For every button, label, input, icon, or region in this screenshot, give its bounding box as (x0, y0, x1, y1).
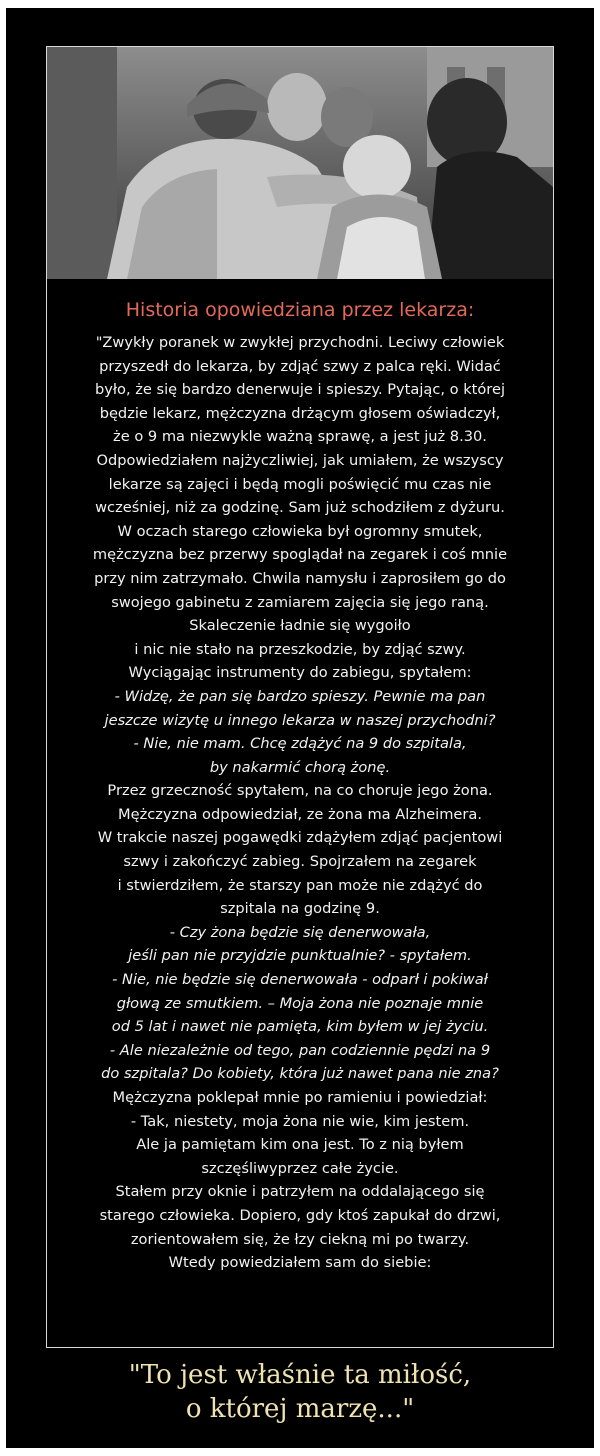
poster-frame (46, 46, 554, 1348)
story-line: jeszcze wizytę u innego lekarza w naszej przychodni? (104, 711, 496, 729)
story-line: wcześniej, niż za godzinę. Sam już schodziłem z dyżuru. (95, 499, 505, 517)
poster-caption (6, 1358, 594, 1426)
story-line: przy nim zatrzymało. Chwila namysłu i zaprosiłem go do (94, 569, 506, 587)
story-line: szpitala na godzinę 9. (220, 900, 380, 918)
demotivator-poster (6, 8, 594, 1448)
story-line: Wtedy powiedziałem sam do siebie: (168, 1254, 432, 1272)
story-line: Skaleczenie ładnie się wygoiło (189, 617, 411, 635)
story-line: mężczyzna bez przerwy spoglądał na zegarek i coś mnie (92, 546, 508, 564)
story-line: głową ze smutkiem. – Moja żona nie poznaje mnie (116, 994, 484, 1012)
story-line: - Tak, niestety, moja żona nie wie, kim jestem. (130, 1112, 470, 1130)
story-line: szwy i zakończyć zabieg. Spojrzałem na zegarek (123, 853, 477, 871)
story-line: starego człowieka. Dopiero, gdy ktoś zapukał do drzwi, (99, 1206, 501, 1224)
story-line: - Ale niezależnie od tego, pan codziennie pędzi na 9 (109, 1041, 491, 1059)
story-line: Mężczyzna poklepał mnie po ramieniu i powiedział: (112, 1089, 488, 1106)
story-line: było, że się bardzo denerwuje i spieszy. Pytając, o której (94, 381, 506, 399)
story-line: Odpowiedziałem najżyczliwiej, jak umiałem, że wszyscy (96, 451, 504, 469)
story-line: że o 9 ma niezwykle ważną sprawę, a jest już 8.30. (113, 428, 487, 446)
caption-line-2: o której marzę..." (185, 1394, 415, 1424)
story-line: swojego gabinetu z zamiarem zajęcia się jego raną. (111, 593, 489, 611)
story-line: do szpitala? Do kobiety, która już nawet pana nie zna? (101, 1065, 499, 1083)
elderly-couple-photo (47, 47, 553, 279)
story-section (47, 289, 553, 1275)
story-line: Wyciągając instrumenty do zabiegu, spytałem: (128, 664, 472, 682)
story-line: - Nie, nie będzie się denerwowała - odparł i pokiwał (112, 971, 488, 989)
story-line: i stwierdziłem, że starszy pan może nie zdążyć do (117, 876, 483, 894)
story-line: lekarze są zajęci i będą mogli poświęcić mu czas nie (108, 475, 492, 493)
story-line: - Widzę, że pan się bardzo spieszy. Pewnie ma pan (114, 687, 486, 705)
story-line: Stałem przy oknie i patrzyłem na oddalającego się (115, 1183, 485, 1201)
caption-line-1: "To jest właśnie ta miłość, (128, 1360, 472, 1390)
story-line: i nic nie stało na przeszkodzie, by zdjąć szwy. (134, 640, 466, 658)
story-body (47, 331, 553, 1275)
story-line: by nakarmić chorą żonę. (209, 758, 391, 776)
story-line: - Czy żona będzie się denerwowała, (169, 923, 431, 941)
story-line: od 5 lat i nawet nie pamięta, kim byłem w jej życiu. (111, 1018, 489, 1036)
story-line: Przez grzeczność spytałem, na co choruje jego żona. (107, 782, 493, 800)
story-line: W trakcie naszej pogawędki zdążyłem zdjąć pacjentowi (97, 829, 503, 847)
story-line: zorientowałem się, że łzy ciekną mi po twarzy. (130, 1230, 470, 1248)
story-line: szczęśliwyprzez całe życie. (201, 1159, 399, 1177)
story-line: "Zwykły poranek w zwykłej przychodni. Leciwy człowiek (95, 334, 505, 351)
story-line: W oczach starego człowieka był ogromny smutek, (117, 522, 483, 540)
story-line: Mężczyzna odpowiedział, ze żona ma Alzheimera. (118, 805, 482, 823)
story-title: Historia opowiedziana przez lekarza: (125, 299, 475, 321)
story-line: Ale ja pamiętam kim ona jest. To z nią byłem (136, 1136, 464, 1154)
story-line: jeśli pan nie przyjdzie punktualnie? - spytałem. (128, 947, 472, 965)
story-line: przyszedł do lekarza, by zdjąć szwy z palca ręki. Widać (99, 357, 501, 375)
story-line: będzie lekarz, mężczyzna drżącym głosem oświadczył, (99, 404, 501, 422)
story-line: - Nie, nie mam. Chcę zdążyć na 9 do szpitala, (133, 735, 467, 753)
